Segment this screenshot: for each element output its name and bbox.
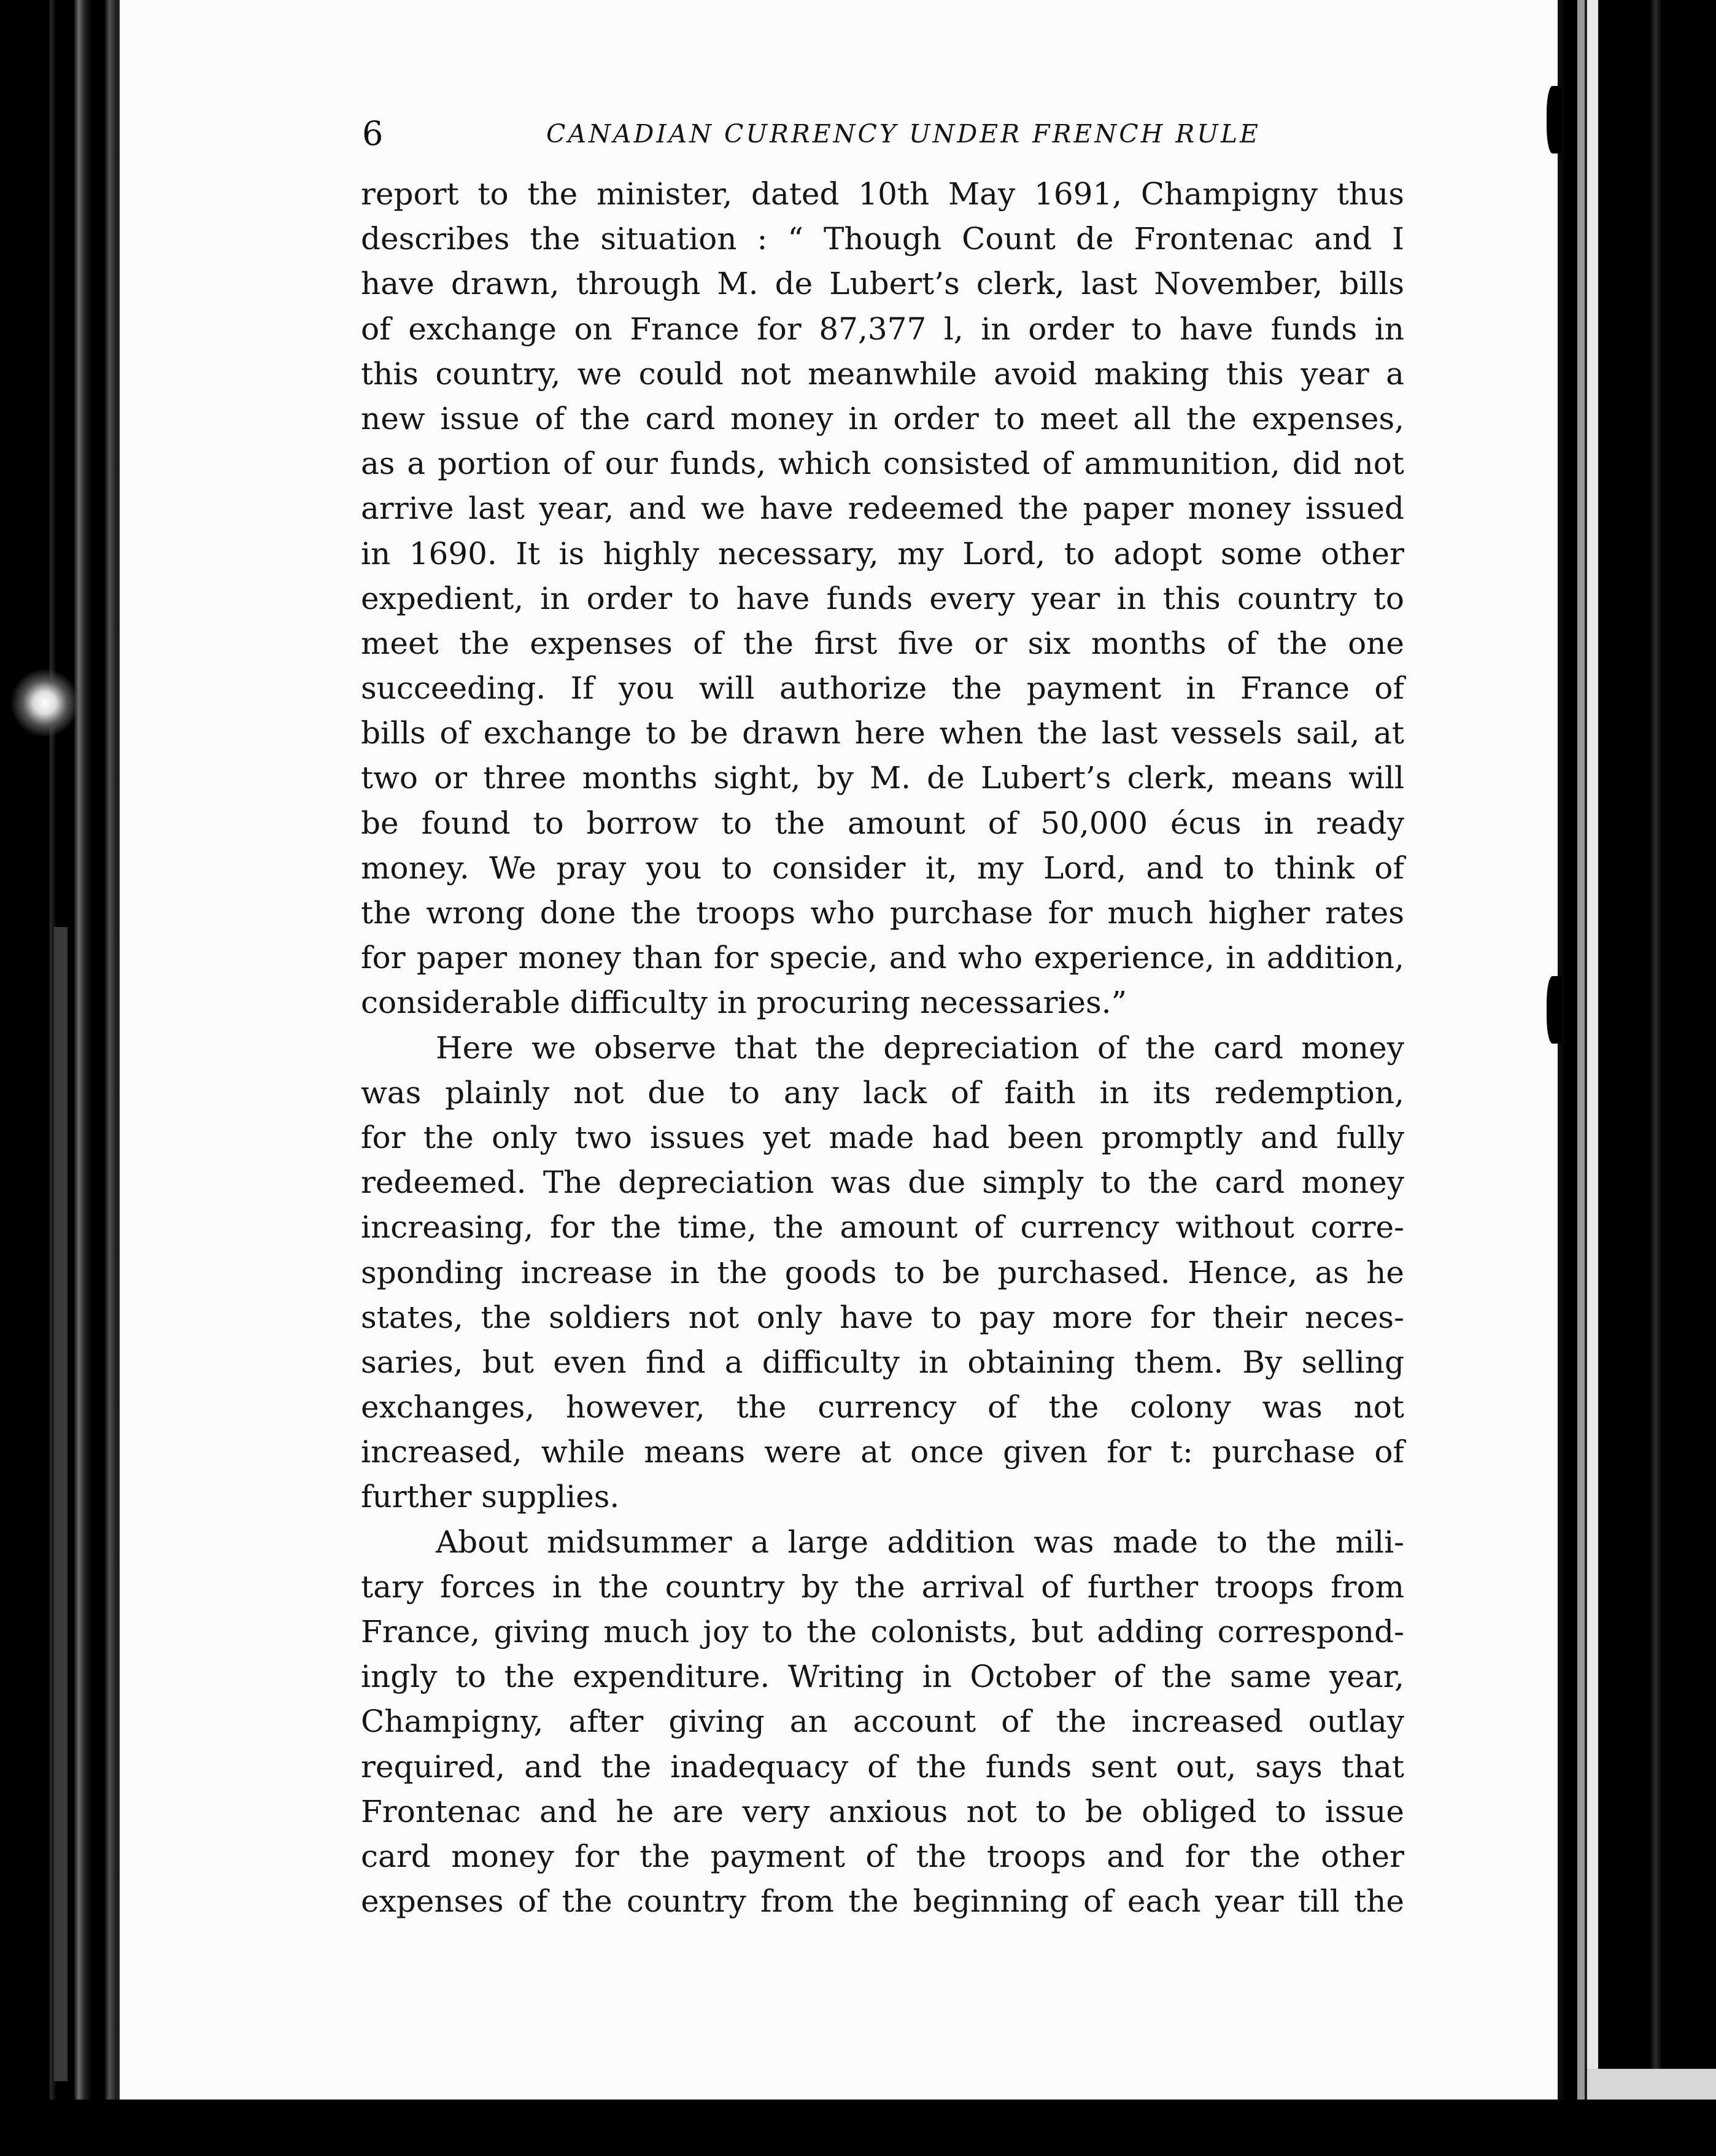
text-line: Here we observe that the depreciation of the card money [436, 1030, 1404, 1066]
text-line: for the only two issues yet made had been promptly and fully [361, 1119, 1404, 1155]
text-line: in 1690. It is highly necessary, my Lord, to adopt some other [361, 535, 1404, 572]
text-line: report to the minister, dated 10th May 1691, Champigny thus [361, 176, 1404, 212]
page-header [362, 109, 1399, 158]
text-line: saries, but even find a difficulty in obtaining them. By selling [361, 1344, 1404, 1380]
text-line: redeemed. The depreciation was due simply to the card money [361, 1165, 1404, 1201]
running-head: CANADIAN CURRENCY UNDER FRENCH RULE [546, 119, 1261, 149]
text-line: sponding increase in the goods to be purchased. Hence, as he [361, 1254, 1404, 1290]
text-line: arrive last year, and we have redeemed the paper money issued [361, 491, 1404, 527]
scan-border-nick [1547, 86, 1561, 153]
text-line: expenses of the country from the beginning of each year till the [361, 1883, 1404, 1920]
page-number: 6 [362, 114, 384, 153]
text-line: for paper money than for specie, and who experience, in addition, [361, 940, 1404, 976]
body-text [361, 172, 1404, 1924]
text-line: be found to borrow to the amount of 50,000 écus in ready [361, 805, 1404, 841]
scan-border-left-edge [54, 927, 68, 2081]
text-line: the wrong done the troops who purchase for much higher rates [361, 895, 1404, 931]
text-line: exchanges, however, the currency of the colony was not [361, 1389, 1404, 1425]
scan-border-bottom [0, 2100, 1716, 2156]
text-line: card money for the payment of the troops and for the other [361, 1838, 1404, 1874]
text-line: About midsummer a large addition was made to the mili- [436, 1524, 1404, 1560]
text-line: new issue of the card money in order to meet all the expenses, [361, 400, 1404, 436]
text-line: considerable difficulty in procuring necessaries.” [361, 985, 1127, 1021]
text-line: required, and the inadequacy of the funds sent out, says that [361, 1748, 1404, 1785]
scan-border-right-edge [1577, 0, 1585, 2100]
text-line: ingly to the expenditure. Writing in October of the same year, [361, 1659, 1404, 1695]
text-line: meet the expenses of the first five or six months of the one [361, 625, 1404, 661]
text-line: France, giving much joy to the colonists, but adding correspond- [361, 1614, 1404, 1650]
text-line: this country, we could not meanwhile avoid making this year a [361, 355, 1404, 392]
text-line: increasing, for the time, the amount of currency without corre- [361, 1209, 1404, 1246]
text-line: increased, while means were at once given for t: purchase of [361, 1434, 1404, 1470]
text-line: tary forces in the country by the arrival of further troops from [361, 1569, 1404, 1605]
text-line: Frontenac and he are very anxious not to be obliged to issue [361, 1793, 1404, 1829]
text-line: describes the situation : “ Though Count de Frontenac and I [361, 221, 1404, 257]
scan-border-nick [1547, 976, 1561, 1044]
text-line: as a portion of our funds, which consisted of ammunition, did not [361, 446, 1404, 482]
text-line: Champigny, after giving an account of the increased outlay [361, 1704, 1404, 1740]
adjacent-page-edge [1587, 0, 1598, 2100]
text-line: was plainly not due to any lack of faith in its redemption, [361, 1074, 1404, 1111]
text-line: of exchange on France for 87,377 l, in order to have funds in [361, 311, 1404, 347]
text-line: states, the soldiers not only have to pay more for their neces- [361, 1299, 1404, 1335]
scan-smudge [11, 669, 79, 737]
adjacent-page-foot [1587, 2069, 1716, 2100]
text-line: two or three months sight, by M. de Lubert’s clerk, means will [361, 760, 1404, 796]
text-line: money. We pray you to consider it, my Lord, and to think of [361, 850, 1404, 886]
text-line: bills of exchange to be drawn here when the last vessels sail, at [361, 715, 1404, 751]
text-line: succeeding. If you will authorize the payment in France of [361, 670, 1404, 707]
text-line: further supplies. [361, 1479, 620, 1515]
text-line: have drawn, through M. de Lubert’s clerk, last November, bills [361, 266, 1404, 302]
text-line: expedient, in order to have funds every year in this country to [361, 580, 1404, 616]
